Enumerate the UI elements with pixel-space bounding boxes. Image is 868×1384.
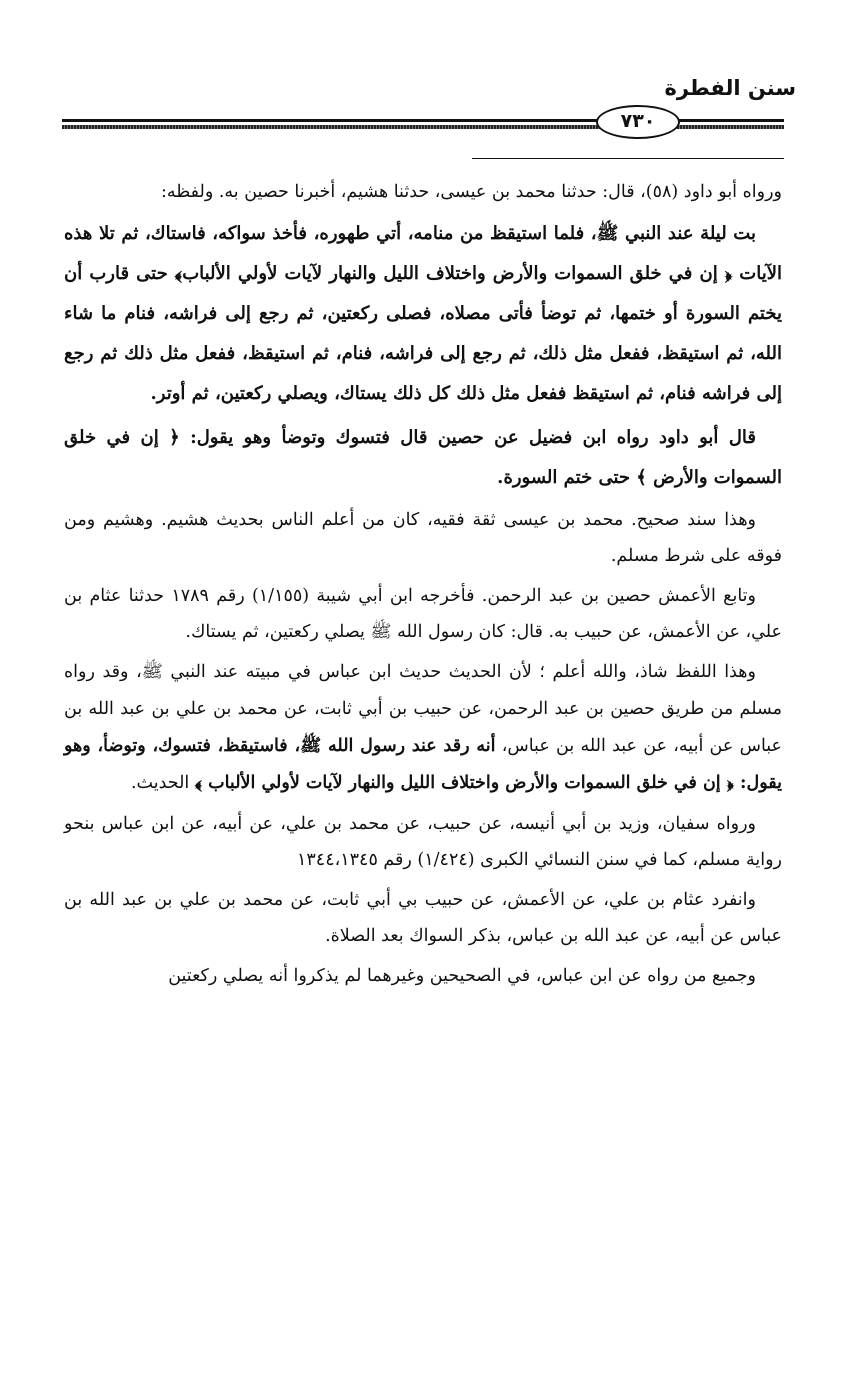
paragraph-1: ورواه أبو داود (٥٨)، قال: حدثنا محمد بن عيسى، حدثنا هشيم، أخبرنا حصين به. ولفظه: — [161, 182, 782, 202]
paragraph-6-bold: أنه رقد عند رسول الله ﷺ، فاستيقظ، فتسوك، وتوضأ، وهو يقول: ﴿ إن في خلق السموات والأرض واختلاف الليل والنهار لآيات لأولي الألباب ﴾ — [64, 736, 782, 793]
page-number: ٧٣٠ — [596, 105, 680, 139]
paragraph-5: وتابع الأعمش حصين بن عبد الرحمن. فأخرجه ابن أبي شيبة (١/١٥٥) رقم ١٧٨٩ حدثنا عثام بن علي، عن الأعمش، عن حبيب به. قال: كان رسول الله ﷺ يصلي ركعتين، ثم يستاك. — [64, 586, 782, 642]
body-text — [64, 174, 782, 998]
paragraph-6-tail: الحديث. — [130, 773, 195, 793]
separator-rule — [472, 158, 784, 159]
paragraph-7: ورواه سفيان، وزيد بن أبي أنيسه، عن حبيب، عن محمد بن علي، عن أبيه، عن ابن عباس بنحو رواية مسلم، كما في سنن النسائي الكبرى (١/٤٢٤) رقم ١٣٤٤،١٣٤٥ — [64, 814, 782, 870]
running-header-title: سنن الفطرة — [664, 76, 796, 100]
paragraph-2-hadith: بت ليلة عند النبي ﷺ، فلما استيقظ من منامه، أتي طهوره، فأخذ سواكه، فاستاك، ثم تلا هذه الآيات ﴿ إن في خلق السموات والأرض واختلاف الليل والنهار لآيات لأولي الألباب﴾ حتى قارب أن يختم السورة أو ختمها، ثم توضأ فأتى مصلاه، فصلى ركعتين، ثم رجع إلى فراشه، فنام ما شاء الله، ثم استيقظ، ففعل مثل ذلك، ثم رجع إلى فراشه، فنام، ثم استيقظ، ففعل مثل ذلك ثم رجع إلى فراشه فنام، ثم استيقظ ففعل مثل ذلك كل ذلك يستاك، ويصلي ركعتين، ثم أوتر. — [64, 223, 782, 404]
paragraph-9: وجميع من رواه عن ابن عباس، في الصحيحين وغيرهما لم يذكروا أنه يصلي ركعتين — [168, 966, 756, 986]
paragraph-3: قال أبو داود رواه ابن فضيل عن حصين قال فتسوك وتوضأ وهو يقول: ﴿ إن في خلق السموات والأرض ﴾ حتى ختم السورة. — [64, 427, 782, 488]
paragraph-4: وهذا سند صحيح. محمد بن عيسى ثقة فقيه، كان من أعلم الناس بحديث هشيم. وهشيم ومن فوقه على شرط مسلم. — [64, 510, 782, 566]
paragraph-6-normal: وهذا اللفظ شاذ، والله أعلم ؛ لأن الحديث حديث ابن عباس في مبيته عند النبي ﷺ، وقد رواه مسلم من طريق حصين بن عبد الرحمن، عن حبيب بن أبي ثابت، عن محمد بن علي بن عبد الله بن عباس عن أبيه، عن عبد الله بن عباس، — [64, 662, 782, 756]
paragraph-6 — [64, 654, 782, 802]
paragraph-8: وانفرد عثام بن علي، عن الأعمش، عن حبيب بي أبي ثابت، عن محمد بن علي بن عبد الله بن عباس عن أبيه، عن عبد الله بن عباس، بذكر السواك بعد الصلاة. — [64, 890, 782, 946]
